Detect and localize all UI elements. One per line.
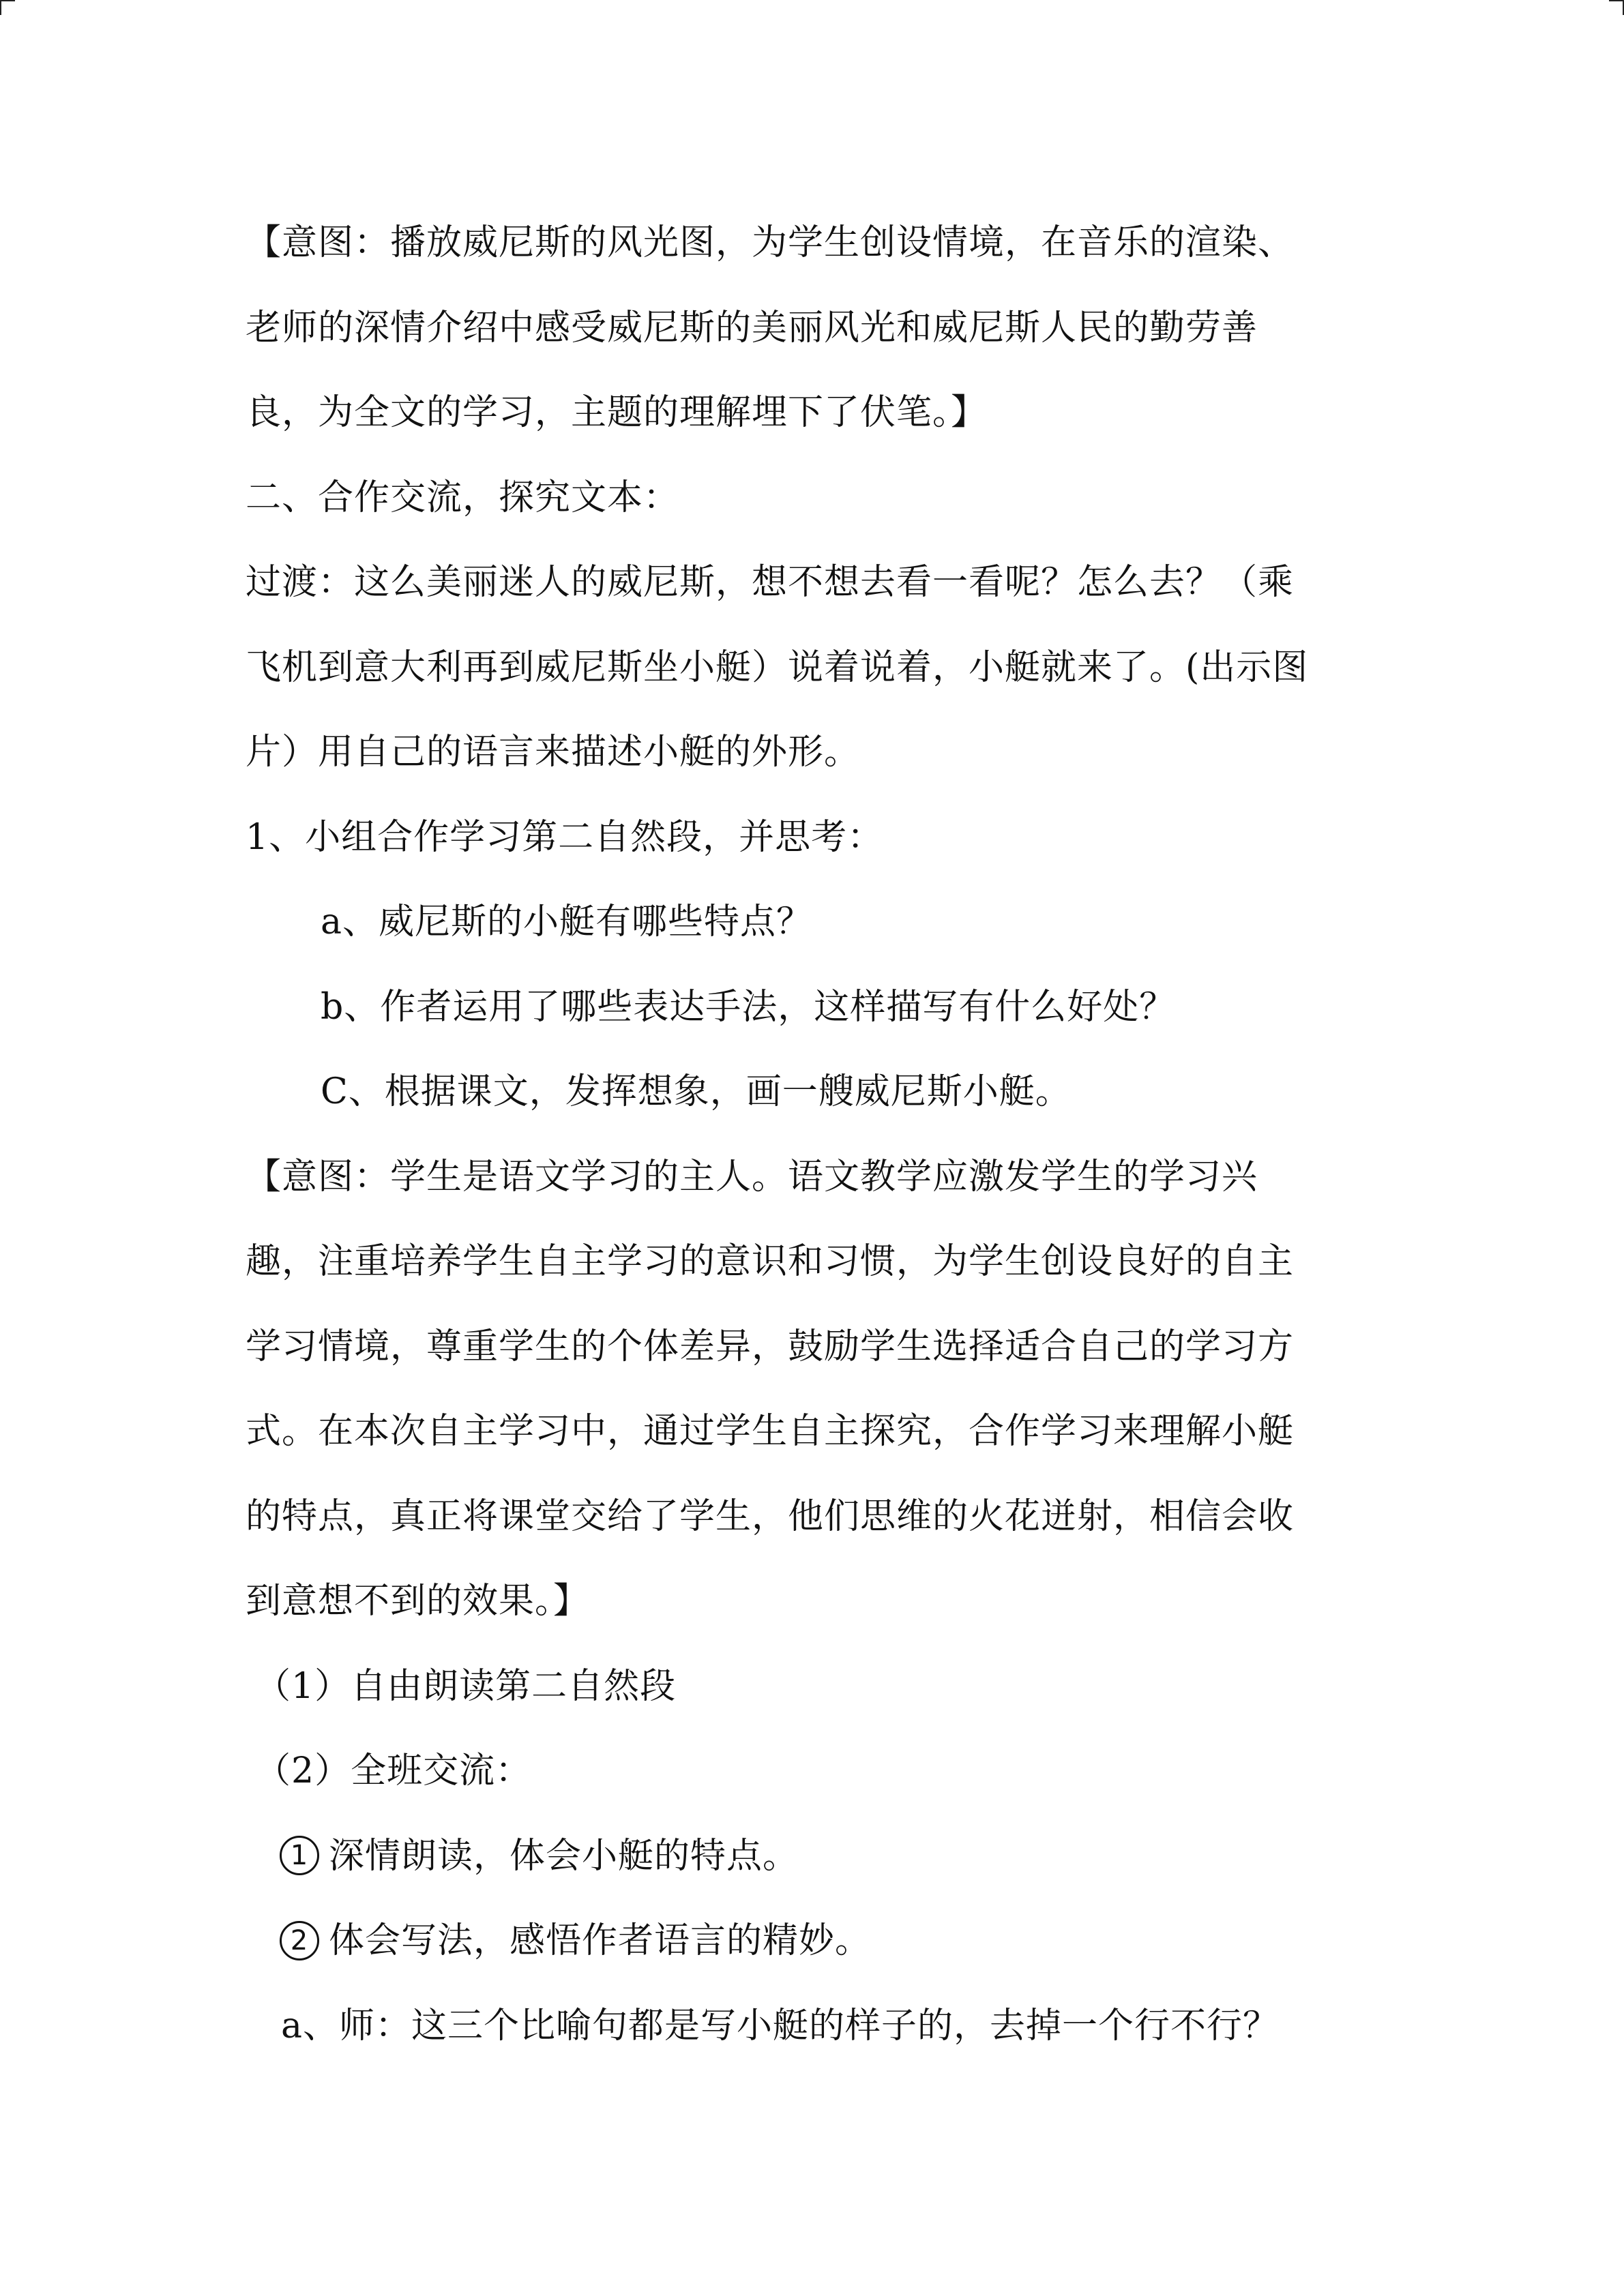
task-question-a: a、威尼斯的小艇有哪些特点？ [321,901,813,942]
transition-line-2: 飞机到意大利再到威尼斯坐小艇）说着说着，小艇就来了。(出示图 [246,646,1309,688]
transition-line-1: 过渡：这么美丽迷人的威尼斯，想不想去看一看呢？怎么去？（乘 [246,562,1295,603]
document-body [246,217,1391,2085]
intent-paragraph-2-line-2: 趣，注重培养学生自主学习的意识和习惯，为学生创设良好的自主 [246,1241,1295,1282]
discussion-point-1-text: 深情朗读，体会小艇的特点。 [329,1835,799,1877]
crop-mark-top-left [0,0,15,1]
intent-paragraph-1-line-3: 良，为全文的学习，主题的理解埋下了伏笔。】 [246,392,988,433]
intent-paragraph-2-line-5: 的特点，真正将课堂交给了学生，他们思维的火花迸射，相信会收 [246,1495,1295,1537]
teacher-question-a: a、师：这三个比喻句都是写小艇的样子的，去掉一个行不行？ [281,2005,1280,2046]
crop-mark-top-right [1609,0,1624,1]
intent-paragraph-1-line-1: 【意图：播放威尼斯的风光图，为学生创设情境，在音乐的渲染、 [246,222,1295,263]
discussion-point-2 [246,1915,1391,2000]
intent-paragraph-2-line-3: 学习情境，尊重学生的个体差异，鼓励学生选择适合自己的学习方 [246,1326,1295,1367]
section-heading-2: 二、合作交流，探究文本： [246,477,680,518]
step-1-read-aloud: （1）自由朗读第二自然段 [255,1665,677,1707]
circled-number-2: 2 [280,1921,319,1960]
intent-paragraph-2-line-6: 到意想不到的效果。】 [246,1581,590,1622]
task-question-c: C、根据课文，发挥想象，画一艘威尼斯小艇。 [321,1071,1072,1112]
intent-paragraph-2-line-1: 【意图：学生是语文学习的主人。语文教学应激发学生的学习兴 [246,1156,1258,1197]
step-2-class-discussion: （2）全班交流： [255,1750,532,1791]
crop-mark-top-left-vertical [0,0,1,15]
discussion-point-1 [246,1830,1391,1915]
discussion-point-2-text: 体会写法，感悟作者语言的精妙。 [329,1920,872,1961]
task-question-b: b、作者运用了哪些表达手法，这样描写有什么好处？ [321,986,1176,1028]
task-1-heading: 1、小组合作学习第二自然段，并思考： [246,816,884,858]
intent-paragraph-1-line-2: 老师的深情介绍中感受威尼斯的美丽风光和威尼斯人民的勤劳善 [246,307,1258,348]
intent-paragraph-2-line-4: 式。在本次自主学习中，通过学生自主探究，合作学习来理解小艇 [246,1411,1295,1452]
transition-line-3: 片）用自己的语言来描述小艇的外形。 [246,732,861,773]
circled-number-1: 1 [280,1836,319,1875]
